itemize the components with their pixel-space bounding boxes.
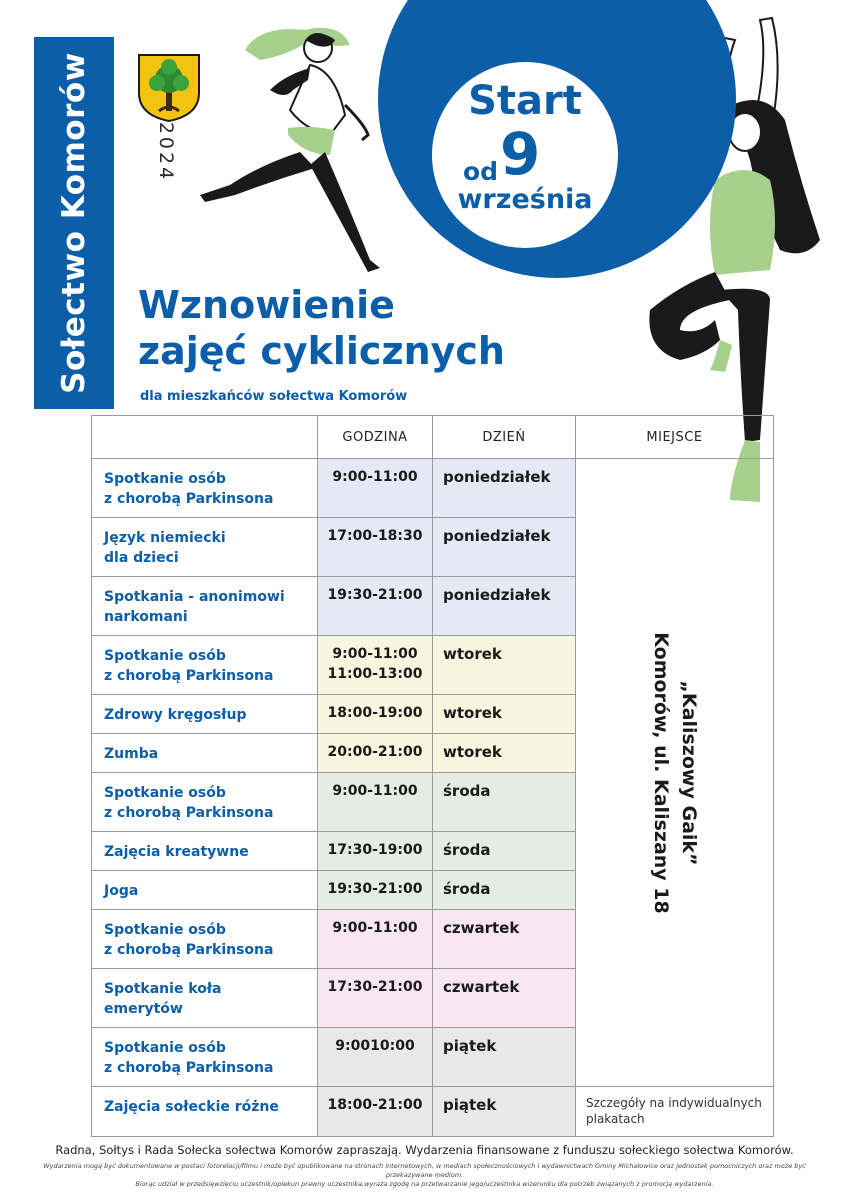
disclaimer-line-1: Wydarzenia mogą być dokumentowane w postaci fotorelacji/filmu i może być opublikowane na stronach internetowych, w mediach społecznościowych i wydawnictwach Gminy Michałowice oraz jednostek pomocniczych oraz może być przekazywane mediom. xyxy=(43,1162,806,1179)
start-month: września xyxy=(457,184,593,215)
event-day: poniedziałek xyxy=(443,586,551,604)
footer-disclaimer xyxy=(30,1162,819,1189)
start-od: od xyxy=(463,157,499,186)
event-day: poniedziałek xyxy=(443,468,551,486)
schedule-table xyxy=(91,415,773,1137)
page-title xyxy=(138,282,505,374)
event-name: Zajęcia sołeckie różne xyxy=(104,1099,279,1115)
event-name: Spotkania - anonimowi xyxy=(104,589,285,605)
event-time: 11:00-13:00 xyxy=(327,666,423,682)
event-name: Język niemiecki xyxy=(104,530,226,546)
side-banner xyxy=(34,37,114,409)
event-time: 9:00-11:00 xyxy=(332,646,418,662)
table-row xyxy=(92,459,774,518)
event-time: 17:30-21:00 xyxy=(327,979,423,995)
event-name: Spotkanie osób xyxy=(104,1040,226,1056)
event-name: Zdrowy kręgosłup xyxy=(104,707,247,723)
event-day: środa xyxy=(443,841,491,859)
place-text xyxy=(647,632,703,913)
table-header-row xyxy=(92,416,774,459)
event-name: Spotkanie osób xyxy=(104,471,226,487)
place-venue: „Kaliszowy Gaik” xyxy=(677,679,700,866)
event-time: 9:00-11:00 xyxy=(332,920,418,936)
event-day: środa xyxy=(443,880,491,898)
event-name: z chorobą Parkinsona xyxy=(104,942,274,958)
event-name: Joga xyxy=(104,883,139,899)
event-day: poniedziałek xyxy=(443,527,551,545)
event-name: Spotkanie osób xyxy=(104,648,226,664)
year-label: 2024 xyxy=(155,121,177,183)
event-time: 18:00-21:00 xyxy=(327,1097,423,1113)
page-subtitle: dla mieszkańców sołectwa Komorów xyxy=(140,389,408,404)
header-day: DZIEŃ xyxy=(433,416,576,459)
event-name: emerytów xyxy=(104,1001,183,1017)
event-name: Zumba xyxy=(104,746,159,762)
start-day-number: 9 xyxy=(500,120,541,188)
banner-title: Sołectwo Komorów xyxy=(56,52,92,394)
footer-invitation: Radna, Sołtys i Rada Sołecka sołectwa Komorów zapraszają. Wydarzenia finansowane z funduszu sołeckiego sołectwa Komorów. xyxy=(55,1143,794,1157)
note-line-1: Szczegóły na indywidualnych xyxy=(586,1096,762,1110)
event-time: 17:00-18:30 xyxy=(327,528,423,544)
event-day: czwartek xyxy=(443,919,520,937)
event-time: 19:30-21:00 xyxy=(327,587,423,603)
event-time: 20:00-21:00 xyxy=(327,744,423,760)
event-day: piątek xyxy=(443,1096,497,1114)
event-name: z chorobą Parkinsona xyxy=(104,1060,274,1076)
title-line-2: zajęć cyklicznych xyxy=(138,329,505,373)
event-day: wtorek xyxy=(443,645,502,663)
event-day: wtorek xyxy=(443,704,502,722)
event-time: 9:00-11:00 xyxy=(332,783,418,799)
note-line-2: plakatach xyxy=(586,1112,645,1126)
event-name: Spotkanie osób xyxy=(104,922,226,938)
event-name: z chorobą Parkinsona xyxy=(104,668,274,684)
event-name: Zajęcia kreatywne xyxy=(104,844,249,860)
event-name: z chorobą Parkinsona xyxy=(104,491,274,507)
event-name: Spotkanie koła xyxy=(104,981,222,997)
event-time: 18:00-19:00 xyxy=(327,705,423,721)
table-row xyxy=(92,1087,774,1137)
place-note xyxy=(576,1087,774,1137)
title-line-1: Wznowienie xyxy=(138,283,395,327)
header-time: GODZINA xyxy=(318,416,433,459)
event-time: 17:30-19:00 xyxy=(327,842,423,858)
start-word: Start xyxy=(468,78,582,124)
event-name: dla dzieci xyxy=(104,550,179,566)
event-time: 9:00-11:00 xyxy=(332,469,418,485)
place-cell xyxy=(576,459,774,1087)
event-time: 19:30-21:00 xyxy=(327,881,423,897)
event-day: czwartek xyxy=(443,978,520,996)
event-name: narkomani xyxy=(104,609,188,625)
event-day: środa xyxy=(443,782,491,800)
header-place: MIEJSCE xyxy=(576,416,774,459)
event-day: piątek xyxy=(443,1037,497,1055)
event-name: z chorobą Parkinsona xyxy=(104,805,274,821)
disclaimer-line-2: Biorąc udział w przedsięwzięciu uczestnik/opiekun prawny uczestnika,wyraża zgodę na przetwarzanie jego/uczestnika wizerunku dla potrzeb związanych z promocją wydarzenia. xyxy=(135,1180,714,1188)
header-event xyxy=(92,416,318,459)
runner-illustration-icon xyxy=(190,10,390,275)
event-name: Spotkanie osób xyxy=(104,785,226,801)
event-day: wtorek xyxy=(443,743,502,761)
event-time: 9:0010:00 xyxy=(335,1038,415,1054)
place-address: Komorów, ul. Kaliszany 18 xyxy=(649,631,672,914)
